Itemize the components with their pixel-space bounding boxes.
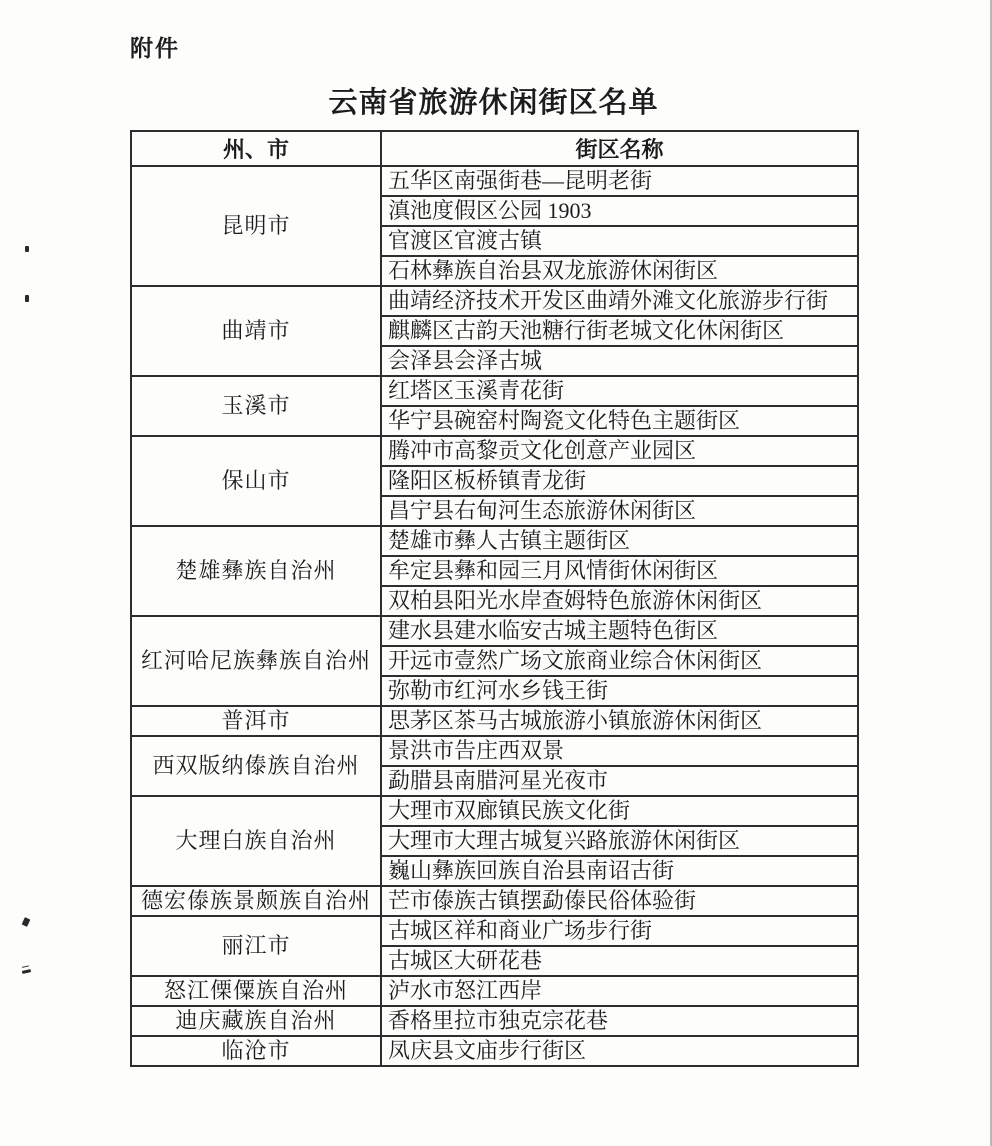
table-row <box>131 736 858 766</box>
table-row <box>131 1036 858 1066</box>
scan-speck <box>25 295 29 302</box>
scan-speck <box>22 969 31 974</box>
street-cell: 思茅区茶马古城旅游小镇旅游休闲街区 <box>381 706 858 736</box>
street-cell: 牟定县彝和园三月风情街休闲街区 <box>381 556 858 586</box>
region-cell: 楚雄彝族自治州 <box>131 526 381 616</box>
street-cell: 红塔区玉溪青花街 <box>381 376 858 406</box>
table-row <box>131 706 858 736</box>
table-row <box>131 376 858 406</box>
table-row <box>131 1006 858 1036</box>
region-cell: 红河哈尼族彝族自治州 <box>131 616 381 706</box>
street-cell: 凤庆县文庙步行街区 <box>381 1036 858 1066</box>
street-cell: 会泽县会泽古城 <box>381 346 858 376</box>
street-cell: 大理市双廊镇民族文化街 <box>381 796 858 826</box>
scan-speck <box>25 246 29 252</box>
street-cell: 开远市壹然广场文旅商业综合休闲街区 <box>381 646 858 676</box>
page-title: 云南省旅游休闲街区名单 <box>328 87 659 119</box>
street-cell: 芒市傣族古镇摆勐傣民俗体验街 <box>381 886 858 916</box>
table-row <box>131 436 858 466</box>
region-cell: 丽江市 <box>131 916 381 976</box>
region-cell: 迪庆藏族自治州 <box>131 1006 381 1036</box>
table-row <box>131 166 858 196</box>
street-cell: 景洪市告庄西双景 <box>381 736 858 766</box>
street-cell: 麒麟区古韵天池糖行街老城文化休闲街区 <box>381 316 858 346</box>
street-cell: 五华区南强街巷—昆明老街 <box>381 166 858 196</box>
attachment-label: 附件 <box>130 35 180 61</box>
street-cell: 曲靖经济技术开发区曲靖外滩文化旅游步行街 <box>381 286 858 316</box>
region-cell: 普洱市 <box>131 706 381 736</box>
street-cell: 隆阳区板桥镇青龙街 <box>381 466 858 496</box>
street-cell: 巍山彝族回族自治县南诏古街 <box>381 856 858 886</box>
column-header-street: 街区名称 <box>381 131 858 166</box>
street-list-table <box>130 130 859 1067</box>
region-cell: 大理白族自治州 <box>131 796 381 886</box>
table-row <box>131 796 858 826</box>
region-cell: 怒江傈僳族自治州 <box>131 976 381 1006</box>
region-cell: 曲靖市 <box>131 286 381 376</box>
street-cell: 滇池度假区公园 1903 <box>381 196 858 226</box>
table-row <box>131 976 858 1006</box>
street-cell: 弥勒市红河水乡钱王街 <box>381 676 858 706</box>
table-row <box>131 916 858 946</box>
table-row <box>131 886 858 916</box>
region-cell: 临沧市 <box>131 1036 381 1066</box>
street-cell: 楚雄市彝人古镇主题街区 <box>381 526 858 556</box>
street-cell: 勐腊县南腊河星光夜市 <box>381 766 858 796</box>
street-cell: 石林彝族自治县双龙旅游休闲街区 <box>381 256 858 286</box>
region-cell: 保山市 <box>131 436 381 526</box>
street-cell: 泸水市怒江西岸 <box>381 976 858 1006</box>
region-cell: 昆明市 <box>131 166 381 286</box>
street-cell: 大理市大理古城复兴路旅游休闲街区 <box>381 826 858 856</box>
street-cell: 建水县建水临安古城主题特色街区 <box>381 616 858 646</box>
column-header-region: 州、市 <box>131 131 381 166</box>
street-cell: 官渡区官渡古镇 <box>381 226 858 256</box>
table-row <box>131 286 858 316</box>
region-cell: 西双版纳傣族自治州 <box>131 736 381 796</box>
table-row <box>131 616 858 646</box>
table-header-row <box>131 131 858 166</box>
street-cell: 华宁县碗窑村陶瓷文化特色主题街区 <box>381 406 858 436</box>
scan-speck <box>22 917 31 927</box>
street-cell: 昌宁县右甸河生态旅游休闲街区 <box>381 496 858 526</box>
region-cell: 德宏傣族景颇族自治州 <box>131 886 381 916</box>
street-cell: 香格里拉市独克宗花巷 <box>381 1006 858 1036</box>
street-cell: 双柏县阳光水岸查姆特色旅游休闲街区 <box>381 586 858 616</box>
street-cell: 古城区祥和商业广场步行街 <box>381 916 858 946</box>
table-row <box>131 526 858 556</box>
street-cell: 古城区大研花巷 <box>381 946 858 976</box>
region-cell: 玉溪市 <box>131 376 381 436</box>
street-cell: 腾冲市高黎贡文化创意产业园区 <box>381 436 858 466</box>
table-body <box>131 166 858 1066</box>
